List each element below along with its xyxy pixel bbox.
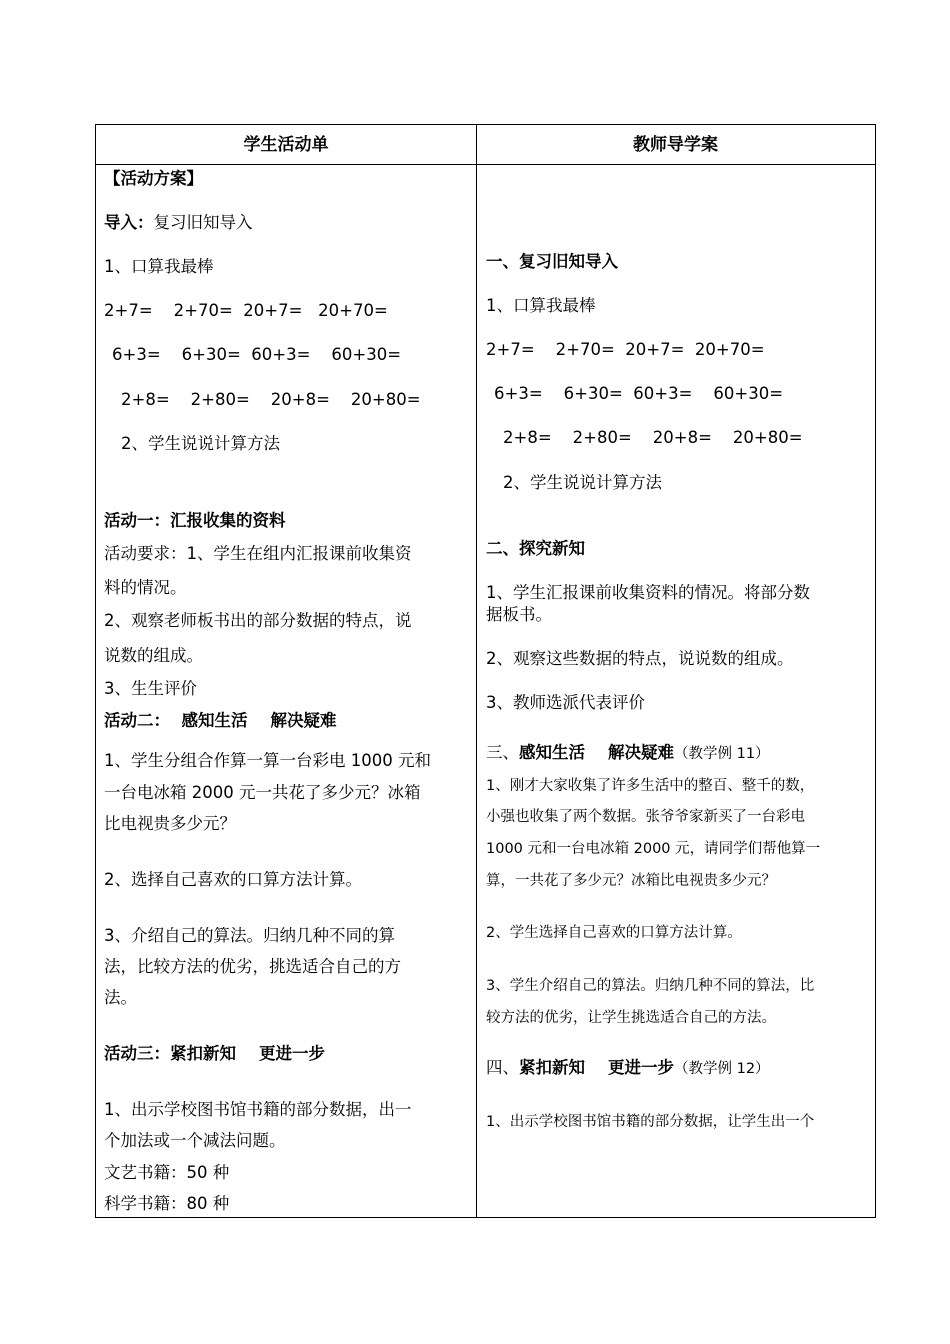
activity-1-title: 活动一：汇报收集的资料 [104,511,286,530]
activity-2-p3-line-2: 法，比较方法的优劣，挑选适合自己的方 [104,957,401,976]
activity-1-p2-line-2: 说数的组成。 [104,646,203,665]
section-2-title: 二、探究新知 [486,539,585,558]
section-3-p1-line-1: 1、刚才大家收集了许多生活中的整百、整千的数， [486,778,815,794]
section-3-p1-line-2: 小强也收集了两个数据。张爷爷家新买了一台彩电 [486,809,805,825]
section-2-p2: 2、观察这些数据的特点，说说数的组成。 [486,649,794,668]
section-2-p1-line-1: 1、学生汇报课前收集资料的情况。将部分数 [486,583,810,602]
activity-2-p1-line-2: 一台电冰箱 2000 元一共花了多少元？冰箱 [104,783,421,802]
section-3-title: 感知生活 解决疑难 [519,743,674,762]
section-4-number: 四、 [486,1058,519,1077]
activity-2-p3-line-1: 3、介绍自己的算法。归纳几种不同的算 [104,926,395,945]
section-3-p2: 2、学生选择自己喜欢的口算方法计算。 [486,925,742,941]
intro-label: 导入： [104,213,154,232]
section-4-p1: 1、出示学校图书馆书籍的部分数据，让学生出一个 [486,1114,815,1130]
section-3-p1-line-3: 1000 元和一台电冰箱 2000 元，请同学们帮他算一 [486,841,821,857]
activity-2-p3-line-3: 法。 [104,988,137,1007]
section-3-heading [486,742,770,765]
header-teacher-guide: 教师导学案 [476,125,875,165]
left-calc-row-1: 2+7= 2+70= 20+7= 20+70= [104,301,388,320]
books-science: 科学书籍：80 种 [104,1194,230,1213]
activity-2-p1-line-3: 比电视贵多少元？ [104,814,236,833]
right-calc-row-3: 2+8= 2+80= 20+8= 20+80= [503,428,803,447]
activity-1-req-line-2: 料的情况。 [104,578,187,597]
section-3-p3-line-1: 3、学生介绍自己的算法。归纳几种不同的算法，比 [486,978,815,994]
right-item-2: 2、学生说说计算方法 [503,473,662,492]
section-1-title: 一、复习旧知导入 [486,252,618,271]
activity-3-title: 活动三：紧扣新知 更进一步 [104,1044,325,1063]
activity-2-p1-line-1: 1、学生分组合作算一算一台彩电 1000 元和 [104,751,431,770]
activity-3-p1-line-1: 1、出示学校图书馆书籍的部分数据，出一 [104,1100,412,1119]
activity-2-p2: 2、选择自己喜欢的口算方法计算。 [104,870,362,889]
section-4-heading [486,1057,770,1080]
left-calc-row-3: 2+8= 2+80= 20+8= 20+80= [121,390,421,409]
intro-line [104,212,253,234]
activity-1-req-line-1: 活动要求：1、学生在组内汇报课前收集资 [104,544,412,563]
section-3-p1-line-4: 算，一共花了多少元？冰箱比电视贵多少元？ [486,873,776,889]
header-student-activity: 学生活动单 [96,125,476,165]
activity-1-p3: 3、生生评价 [104,679,197,698]
section-3-note: （教学例 11） [673,746,770,762]
right-item-1: 1、口算我最棒 [486,296,596,315]
activity-2-title: 活动二： 感知生活 解决疑难 [104,711,337,730]
section-3-number: 三、 [486,743,519,762]
section-3-p3-line-2: 较方法的优劣，让学生挑选适合自己的方法。 [486,1010,776,1026]
activity-1-p2-line-1: 2、观察老师板书出的部分数据的特点，说 [104,611,412,630]
right-calc-row-1: 2+7= 2+70= 20+7= 20+70= [486,340,765,359]
books-literature: 文艺书籍：50 种 [104,1163,230,1182]
left-calc-row-2: 6+3= 6+30= 60+3= 60+30= [112,345,402,364]
right-calc-row-2: 6+3= 6+30= 60+3= 60+30= [494,384,784,403]
section-4-title: 紧扣新知 更进一步 [519,1058,674,1077]
column-divider [476,125,477,1217]
intro-text: 复习旧知导入 [153,213,253,232]
activity-3-p1-line-2: 个加法或一个减法问题。 [104,1131,286,1150]
section-4-note: （教学例 12） [673,1061,770,1077]
section-2-p3: 3、教师选派代表评价 [486,693,645,712]
plan-title: 【活动方案】 [104,169,203,188]
section-2-p1-line-2: 据板书。 [486,605,552,624]
left-item-2: 2、学生说说计算方法 [121,434,280,453]
left-item-1: 1、口算我最棒 [104,257,214,276]
